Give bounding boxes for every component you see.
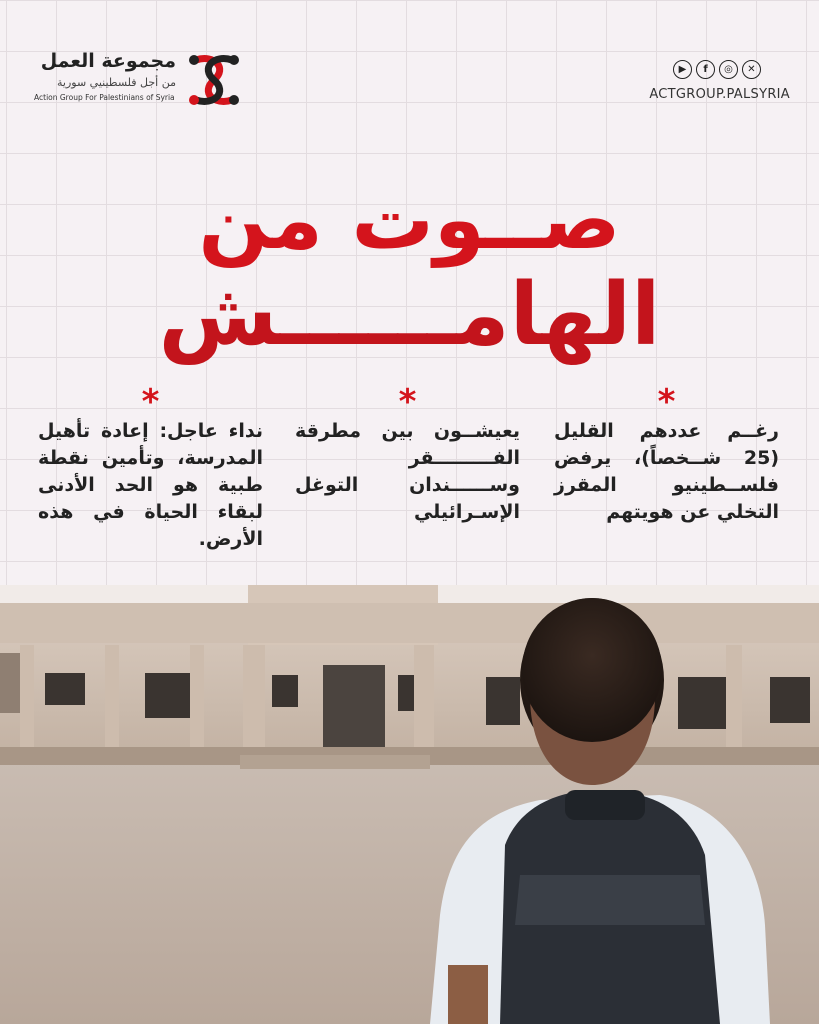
point-text: يعيشــون بين مطرقة الفـــــــــقر وســــــندان التوغل الإسـرائيلي [295,420,520,523]
title-line-2: الهامــــــش [158,265,661,365]
social-icons [673,60,761,79]
instagram-icon[interactable]: ◎ [719,60,738,79]
asterisk-icon: * [141,382,160,422]
brand-logo [34,48,246,112]
point-2 [295,382,520,526]
social-handle: ACTGROUP.PALSYRIA [649,87,790,102]
brand-tagline: من أجل فلسطينيي سورية [57,76,176,89]
point-3 [38,382,263,553]
title-line-1: صــوت من [198,173,621,268]
point-text: نداء عاجل: إعادة تأهيل المدرسة، وتأمين نقطة طبية هو الحد الأدنى لبقاء الحياة في هذه الأرض. [38,420,263,550]
point-text: رغــم عددهم القليل (25 شــخصاً)، يرفض فلســطينيو المقرز التخلي عن هويتهم [554,420,779,523]
facebook-icon[interactable]: f [696,60,715,79]
brand-name: مجموعة العمل [40,50,176,72]
brand-name-english: Action Group For Palestinians of Syria [34,93,175,102]
youtube-icon[interactable]: ▶ [673,60,692,79]
brand-mark-icon [184,50,244,110]
school-photo [0,585,819,1024]
asterisk-icon: * [398,382,417,422]
x-icon[interactable]: ✕ [742,60,761,79]
point-1 [554,382,779,526]
asterisk-icon: * [657,382,676,422]
